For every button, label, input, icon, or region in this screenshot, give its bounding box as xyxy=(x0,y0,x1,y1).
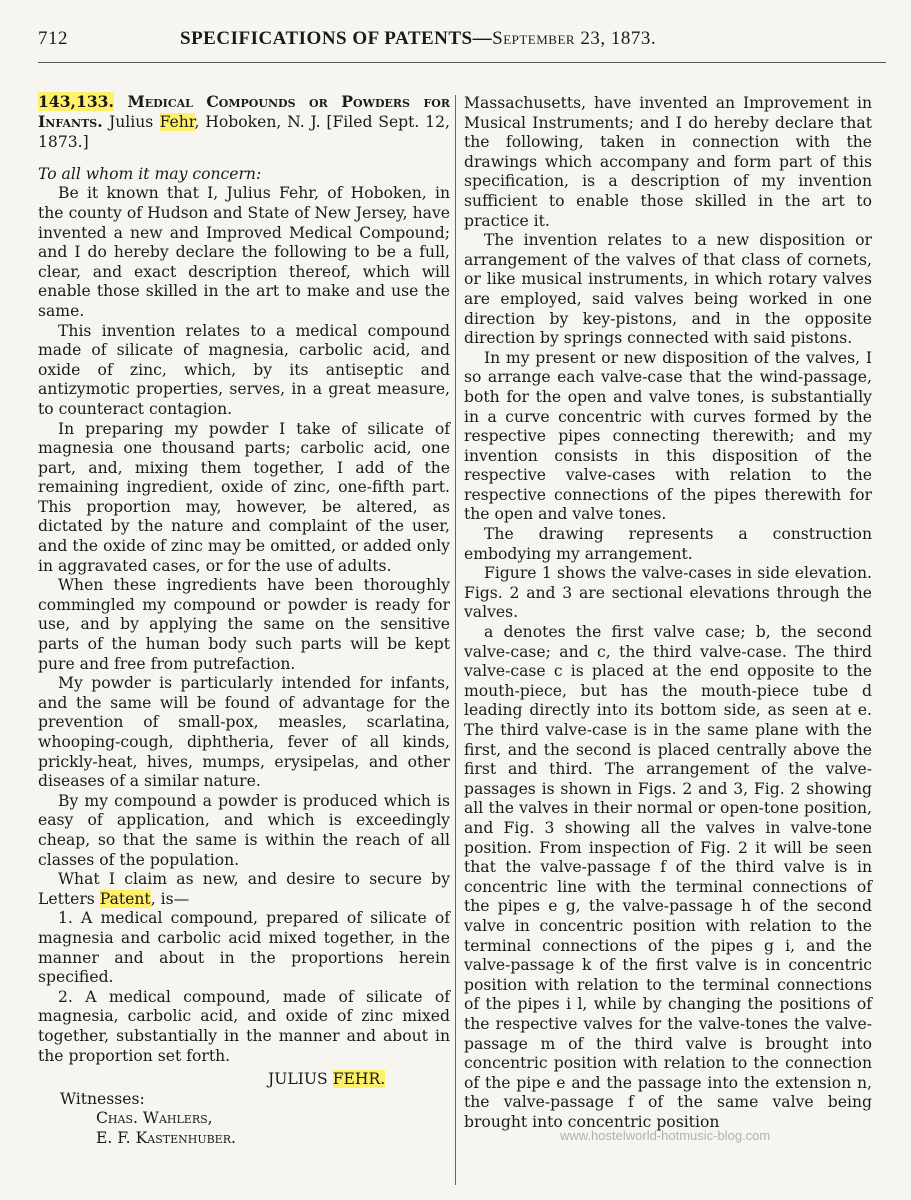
patent-heading xyxy=(38,92,450,153)
paragraph: My powder is particularly intended for infants, and the same will be found of advantage for the prevention of small-pox, measles, scarlatina, whooping-cough, diphtheria, fever of all kinds, prickly-heat, hives, mumps, erysipelas, and other diseases of a similar nature. xyxy=(38,674,450,791)
page-number: 712 xyxy=(38,28,68,49)
paragraph: Figure 1 shows the valve-cases in side elevation. Figs. 2 and 3 are sectional elevations through the valves. xyxy=(464,564,872,622)
witnesses-label: Witnesses: xyxy=(60,1089,145,1108)
paragraph: The invention relates to a new disposition or arrangement of the valves of that class of cornets, or like musical instruments, in which rotary valves are employed, said valves being worked in one direction by key-pistons, and in the opposite direction by springs connected with said pistons. xyxy=(464,231,872,348)
signature-first: JULIUS xyxy=(268,1070,328,1089)
paragraph: In my present or new disposition of the valves, I so arrange each valve-case that the wind-passage, both for the open and valve tones, is substantially in a curve concentric with curves formed by the respective pipes connecting therewith; and my invention consists in this disposition of the respective valve-cases with relation to the respective connections of the pipes therewith for the open and valve tones. xyxy=(464,348,872,524)
watermark: www.hostelworld-hotmusic-blog.com xyxy=(560,1128,771,1143)
signature-last: FEHR. xyxy=(332,1070,386,1089)
paragraph: a denotes the first valve case; b, the second valve-case; and c, the third valve-case. The third valve-case c is placed at the end opposite to the mouth-piece, but has the mouth-piece tube d leading directly into its bottom side, as seen at e. The third valve-case is in the same plane with the first, and the second is placed centrally above the first and third. The arrangement of the valve-passages is shown in Figs. 2 and 3, Fig. 2 showing all the valves in their normal or open-tone position, and Fig. 3 showing all the valves in valve-tone position. From inspection of Fig. 2 it will be seen that the valve-passage f of the third valve is in concentric line with the terminal connections of the pipes e g, the valve-passage h of the second valve in concentric position with relation to the terminal connections of the pipes g i, and the valve-passage k of the first valve is in concentric position with relation to the terminal connections of the pipes i l, while by changing the positions of the respective valves for the valve-tones the valve-passage m of the third valve is brought into concentric position with relation to the connection of the pipe e and the passage into the extension n, the valve-passage f of the same valve being brought into concentric position xyxy=(464,623,872,1131)
header-rule xyxy=(38,62,886,63)
inventor-first: Julius xyxy=(108,112,154,131)
paragraph: By my compound a powder is produced which is easy of application, and which is exceedingly cheap, so that the same is within the reach of all classes of the population. xyxy=(38,791,450,869)
claim-1: 1. A medical compound, prepared of silicate of magnesia and carbolic acid mixed together, in the manner and about in the proportions herein specified. xyxy=(38,909,450,987)
paragraph: Be it known that I, Julius Fehr, of Hoboken, in the county of Hudson and State of New Jersey, have invented a new and Improved Medical Compound; and I do hereby declare the following to be a full, clear, and exact description thereof, which will enable those skilled in the art to make and use the same. xyxy=(38,184,450,320)
left-column xyxy=(38,92,450,1148)
right-column xyxy=(464,94,872,1132)
running-title-date: September 23, 1873. xyxy=(492,28,657,49)
running-title-text: SPECIFICATIONS OF PATENTS— xyxy=(180,28,493,49)
running-title xyxy=(180,28,656,50)
patent-number: 143,133. xyxy=(38,92,114,111)
claim-intro xyxy=(38,870,450,909)
claim-intro-highlight: Patent xyxy=(99,889,151,908)
signature xyxy=(38,1070,450,1090)
paragraph: The drawing represents a construction embodying my arrangement. xyxy=(464,525,872,563)
inventor-last: Fehr xyxy=(159,112,195,131)
inventor-rest: , Hoboken, N. J. [Filed Sept. 12, 1873.] xyxy=(38,112,450,152)
salutation: To all whom it may concern: xyxy=(38,164,262,183)
claim-2: 2. A medical compound, made of silicate of magnesia, carbolic acid, and oxide of zinc mixed together, substantially in the manner and about in the proportion set forth. xyxy=(38,987,450,1065)
paragraph: Massachusetts, have invented an Improvement in Musical Instruments; and I do hereby declare that the following, taken in connection with the drawings which accompany and form part of this specification, is a description of my invention sufficient to enable those skilled in the art to practice it. xyxy=(464,94,872,230)
witness-2: E. F. Kastenhuber. xyxy=(96,1128,236,1147)
claim-intro-b: , is— xyxy=(150,889,190,908)
patent-title: Medical Compounds or Powders for Infants. xyxy=(38,92,450,131)
witness-1: Chas. Wahlers, xyxy=(96,1109,213,1128)
column-divider xyxy=(455,95,456,1185)
paragraph: When these ingredients have been thoroughly commingled my compound or powder is ready for use, and by applying the same on the sensitive parts of the human body such parts will be kept pure and free from putrefaction. xyxy=(38,576,450,673)
paragraph: In preparing my powder I take of silicate of magnesia one thousand parts; carbolic acid, one part, and, mixing them together, I add of the remaining ingredient, oxide of zinc, one-fifth part. This proportion may, however, be altered, as dictated by the nature and complaint of the user, and the oxide of zinc may be omitted, or added only in aggravated cases, or for the use of adults. xyxy=(38,419,450,575)
claim-intro-a: What I claim as new, and desire to secure by Letters xyxy=(38,870,450,908)
paragraph: This invention relates to a medical compound made of silicate of magnesia, carbolic acid, and oxide of zinc, which, by its antiseptic and antizymotic properties, serves, in a great measure, to counteract contagion. xyxy=(38,321,450,418)
